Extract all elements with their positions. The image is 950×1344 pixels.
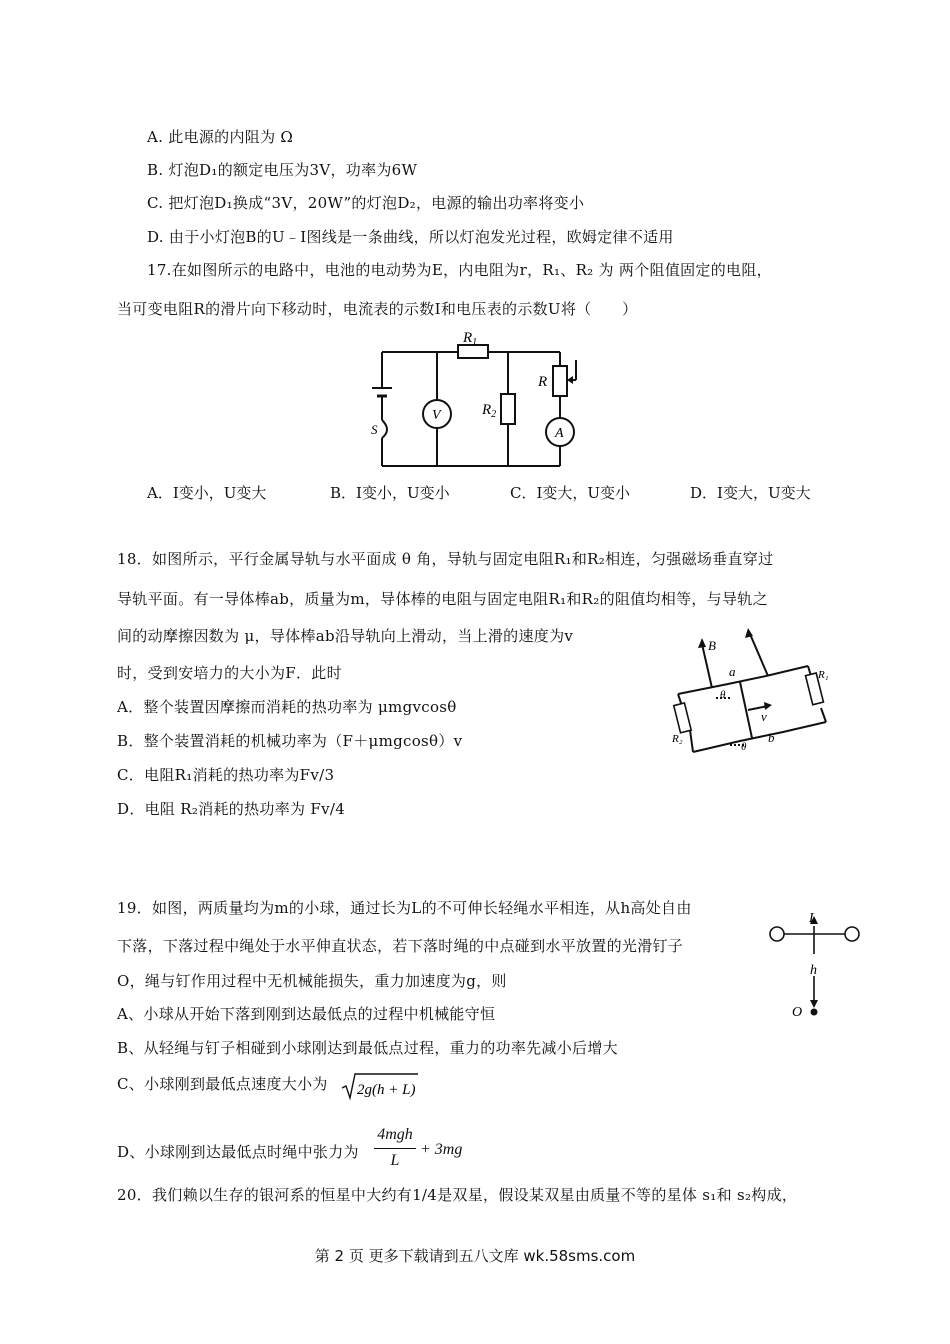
q18-stem-line3: 间的动摩擦因数为 μ，导体棒ab沿导轨向上滑动，当上滑的速度为v — [117, 627, 574, 645]
q18-label-b-field: B — [708, 638, 716, 653]
q18-option-a: A．整个装置因摩擦而消耗的热功率为 μmgvcosθ — [117, 698, 457, 716]
q19-option-d-tail: + 3mg — [420, 1141, 463, 1158]
q19-label-o: O — [792, 1005, 803, 1020]
q16-option-b: B. 灯泡D₁的额定电压为3V，功率为6W — [147, 161, 418, 179]
q17-label-r1: $R_1$ — [463, 330, 478, 348]
q18-label-theta1: θ — [720, 689, 726, 701]
q18-label-theta2: θ — [741, 741, 747, 753]
q19-option-c: C、小球刚到最低点速度大小为 — [117, 1075, 328, 1093]
q19-label-h: h — [810, 963, 817, 978]
q17-option-d: D．I变大，U变大 — [690, 484, 811, 502]
q19-label-l: L — [809, 911, 817, 926]
q18-stem-line4: 时，受到安培力的大小为F．此时 — [117, 664, 342, 682]
q16-option-c: C. 把灯泡D₁换成“3V，20W”的灯泡D₂，电源的输出功率将变小 — [147, 194, 585, 212]
q17-option-a: A．I变小，U变大 — [147, 484, 267, 502]
q17-stem-line1: 17.在如图所示的电路中，电池的电动势为E，内电阻为r，R₁、R₂ 为 两个阻值固定的电阻， — [147, 261, 772, 279]
q18-label-a: a — [729, 664, 736, 679]
q19-option-b: B、从轻绳与钉子相碰到小球刚达到最低点过程，重力的功率先减小后增大 — [117, 1039, 618, 1057]
q18-label-v: v — [761, 709, 767, 724]
q18-option-b: B．整个装置消耗的机械功率为（F＋μmgcosθ）v — [117, 732, 463, 750]
q17-option-c: C．I变大，U变小 — [510, 484, 631, 502]
page-footer: 第 2 页 更多下载请到五八文库 wk.58sms.com — [314, 1247, 636, 1265]
q16-option-d: D. 由于小灯泡B的U﹣I图线是一条曲线，所以灯泡发光过程，欧姆定律不适用 — [147, 228, 674, 246]
q19-option-d-denominator: L — [390, 1152, 400, 1169]
q18-stem-line2: 导轨平面。有一导体棒ab，质量为m，导体棒的电阻与固定电阻R₁和R₂的阻值均相等，与导轨之 — [117, 590, 768, 608]
q19-stem-line3: O，绳与钉作用过程中无机械能损失，重力加速度为g，则 — [117, 972, 507, 990]
q17-label-s: S — [371, 422, 378, 437]
q17-label-r: R — [538, 374, 548, 390]
q18-option-d: D．电阻 R₂消耗的热功率为 Fv/4 — [117, 800, 346, 818]
q18-label-r1: R₁ — [818, 669, 829, 681]
q17-label-r2: $R_2$ — [482, 402, 497, 420]
q18-incline-rail-diagram — [668, 624, 838, 759]
q19-option-a: A、小球从开始下落到刚到达最低点的过程中机械能守恒 — [117, 1005, 496, 1023]
q19-stem-line1: 19．如图，两质量均为m的小球，通过长为L的不可伸长轻绳水平相连，从h高处自由 — [117, 899, 692, 917]
q18-label-b: b — [768, 730, 775, 745]
q19-balls-rope-diagram — [762, 906, 872, 1026]
q19-option-d: D、小球刚到达最低点时绳中张力为 — [117, 1143, 359, 1161]
q17-option-b: B．I变小，U变小 — [330, 484, 450, 502]
q17-voltmeter-label: V — [432, 408, 441, 423]
q17-stem-line2: 当可变电阻R的滑片向下移动时，电流表的示数I和电压表的示数U将（ ） — [117, 300, 638, 318]
q17-ammeter-label: A — [555, 426, 564, 441]
q20-stem-line1: 20．我们赖以生存的银河系的恒星中大约有1/4是双星，假设某双星由质量不等的星体 s₁和 s₂构成， — [117, 1186, 798, 1204]
q18-stem-line1: 18．如图所示，平行金属导轨与水平面成 θ 角，导轨与固定电阻R₁和R₂相连，匀强磁场垂直穿过 — [117, 550, 774, 568]
q19-fraction-bar — [374, 1148, 416, 1149]
q18-option-c: C．电阻R₁消耗的热功率为Fv/3 — [117, 766, 335, 784]
q19-stem-line2: 下落，下落过程中绳处于水平伸直状态，若下落时绳的中点碰到水平放置的光滑钉子 — [117, 937, 684, 955]
q16-option-a: A. 此电源的内阻为 Ω — [147, 128, 294, 146]
svg-text:2g(h + L): 2g(h + L) — [357, 1082, 416, 1098]
q19-option-d-numerator: 4mgh — [377, 1126, 413, 1143]
q19-sqrt-formula — [340, 1070, 420, 1102]
q17-circuit-diagram — [370, 328, 610, 473]
q18-label-r2: R₂ — [672, 733, 683, 745]
